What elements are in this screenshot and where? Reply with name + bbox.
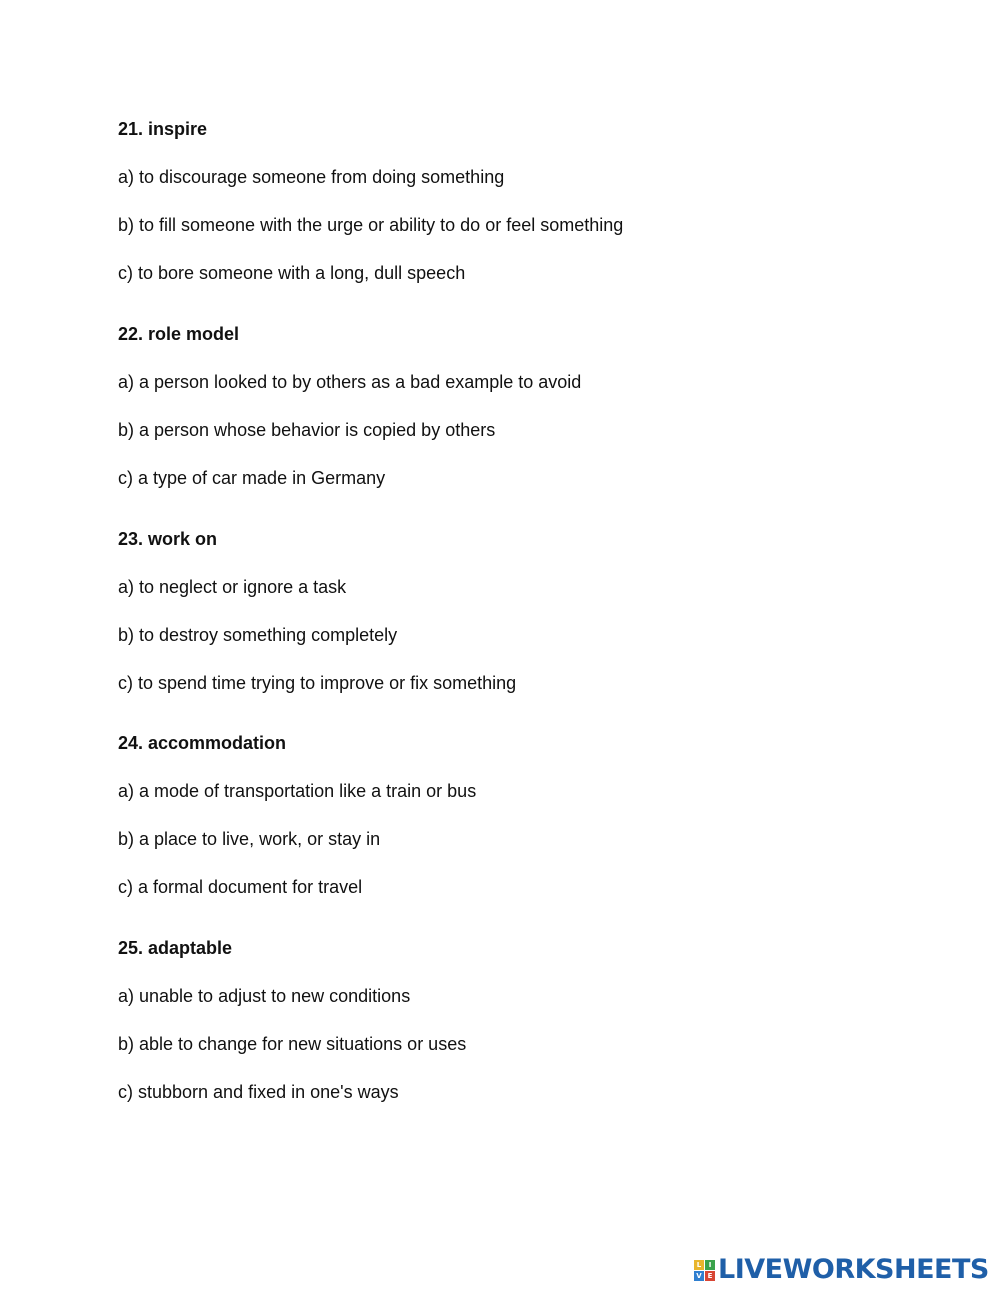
option-b[interactable]: b) a place to live, work, or stay in xyxy=(118,829,381,849)
question-21 xyxy=(118,117,878,285)
option-b[interactable]: b) to fill someone with the urge or ability to do or feel something xyxy=(118,215,624,235)
logo-text: LIVEWORKSHEETS xyxy=(718,1254,989,1285)
option-a[interactable]: a) to discourage someone from doing something xyxy=(118,167,505,187)
option-a[interactable]: a) a person looked to by others as a bad example to avoid xyxy=(118,372,582,392)
option-a[interactable]: a) to neglect or ignore a task xyxy=(118,577,347,597)
question-title: 21. inspire xyxy=(118,119,208,139)
question-title: 23. work on xyxy=(118,529,218,549)
question-24 xyxy=(118,731,878,899)
logo-mark-icon xyxy=(694,1260,715,1281)
option-b[interactable]: b) to destroy something completely xyxy=(118,625,398,645)
logo-mark-letter: L xyxy=(694,1260,704,1270)
logo-mark-letter: I xyxy=(705,1260,715,1270)
question-25 xyxy=(118,936,878,1104)
question-title: 25. adaptable xyxy=(118,938,233,958)
option-c[interactable]: c) to bore someone with a long, dull speech xyxy=(118,263,466,283)
option-b[interactable]: b) able to change for new situations or uses xyxy=(118,1034,467,1054)
logo-mark-letter: E xyxy=(705,1271,715,1281)
option-c[interactable]: c) a formal document for travel xyxy=(118,877,363,897)
option-c[interactable]: c) stubborn and fixed in one's ways xyxy=(118,1082,399,1102)
option-a[interactable]: a) unable to adjust to new conditions xyxy=(118,986,411,1006)
logo-mark-letter: V xyxy=(694,1271,704,1281)
option-c[interactable]: c) to spend time trying to improve or fix something xyxy=(118,673,517,693)
question-22 xyxy=(118,322,878,490)
option-b[interactable]: b) a person whose behavior is copied by others xyxy=(118,420,496,440)
option-a[interactable]: a) a mode of transportation like a train or bus xyxy=(118,781,477,801)
question-23 xyxy=(118,527,878,695)
option-c[interactable]: c) a type of car made in Germany xyxy=(118,468,386,488)
liveworksheets-logo xyxy=(694,1256,989,1284)
question-title: 24. accommodation xyxy=(118,733,287,753)
question-title: 22. role model xyxy=(118,324,240,344)
